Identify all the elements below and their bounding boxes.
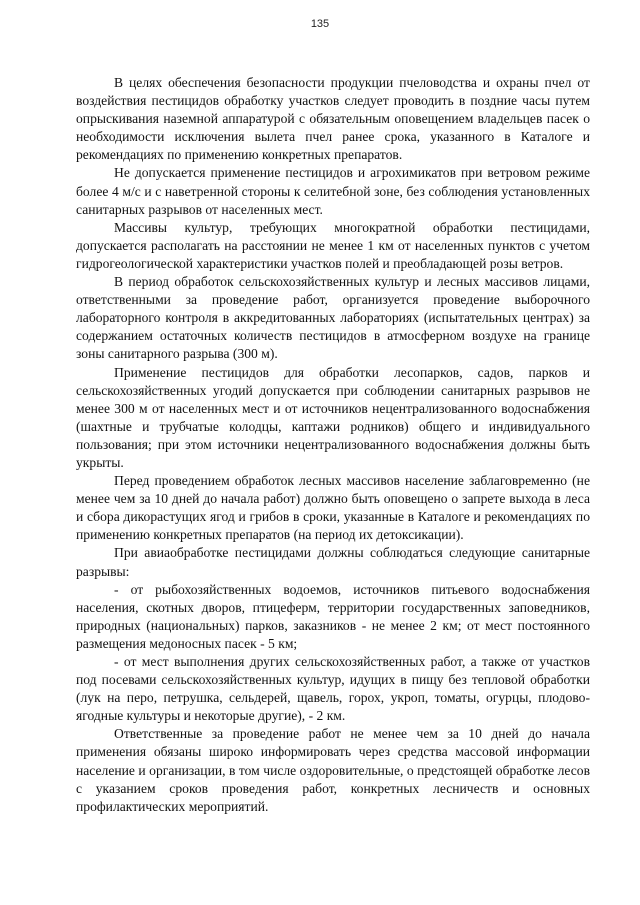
paragraph-sanitary-gaps: Применение пестицидов для обработки лесопарков, садов, парков и сельскохозяйственных угодий допускается при соблюдении санитарных разрывов не менее 300 м от населенных мест и от источников нецентрализованного водоснабжения (шахтные и трубчатые колодцы, каптажи родников) общего и индивидуального пользования; при этом источники нецентрализованного водоснабжения должны быть укрыты. <box>76 364 590 470</box>
paragraph-forest-notice: Перед проведением обработок лесных массивов население заблаговременно (не менее чем за 10 дней до начала работ) должно быть оповещено о запрете выхода в леса и сбора дикорастущих ягод и грибов в сроки, указанные в Каталоге и рекомендациях по применению конкретных препаратов (на период их детоксикации). <box>76 473 590 543</box>
list-item-agricultural-works: - от мест выполнения других сельскохозяйственных работ, а также от участков под посевами сельскохозяйственных культур, идущих в пищу без тепловой обработки (лук на перо, петрушка, сельдерей, щавель, горох, укроп, томаты, огурцы, плодово-ягодные культуры и некоторые другие), - 2 км. <box>76 654 590 724</box>
document-body <box>76 74 590 816</box>
paragraph-wind-restriction: Не допускается применение пестицидов и агрохимикатов при ветровом режиме более 4 м/с и с наветренной стороны к селитебной зоне, без соблюдения установленных санитарных разрывов от населенных мест. <box>76 165 590 217</box>
paragraph-aerial-intro: При авиаобработке пестицидами должны соблюдаться следующие санитарные разрывы: <box>76 545 590 579</box>
list-item-water-bodies: - от рыбохозяйственных водоемов, источников питьевого водоснабжения населения, скотных дворов, птицеферм, территории государственных заповедников, природных (национальных) парков, заказников - не менее 2 км; от мест постоянного размещения медоносных пасек - 5 км; <box>76 581 590 651</box>
paragraph-lab-control: В период обработок сельскохозяйственных культур и лесных массивов лицами, ответственными за проведение работ, организуется проведение выборочного лабораторного контроля в аккредитованных лабораториях (испытательных центрах) за содержанием остаточных количеств пестицидов в атмосферном воздухе на границе зоны санитарного разрыва (300 м). <box>76 274 590 362</box>
page-number: 135 <box>310 18 330 30</box>
paragraph-bee-protection: В целях обеспечения безопасности продукции пчеловодства и охраны пчел от воздействия пестицидов обработку участков следует проводить в поздние часы путем опрыскивания наземной аппаратурой с обязательным оповещением владельцев пасек о необходимости исключения вылета пчел ранее срока, указанного в Каталоге и рекомендациях по применению конкретных препаратов. <box>76 75 590 163</box>
paragraph-crop-placement: Массивы культур, требующих многократной обработки пестицидами, допускается располагать на расстоянии не менее 1 км от населенных пунктов с учетом гидрогеологической характеристики участков полей и преобладающей розы ветров. <box>76 219 590 271</box>
paragraph-public-information: Ответственные за проведение работ не менее чем за 10 дней до начала применения обязаны широко информировать через средства массовой информации население и организации, в том числе оздоровительные, о предстоящей обработке лесов с указанием сроков проведения работ, конкретных лесничеств и основных профилактических мероприятий. <box>76 726 590 814</box>
